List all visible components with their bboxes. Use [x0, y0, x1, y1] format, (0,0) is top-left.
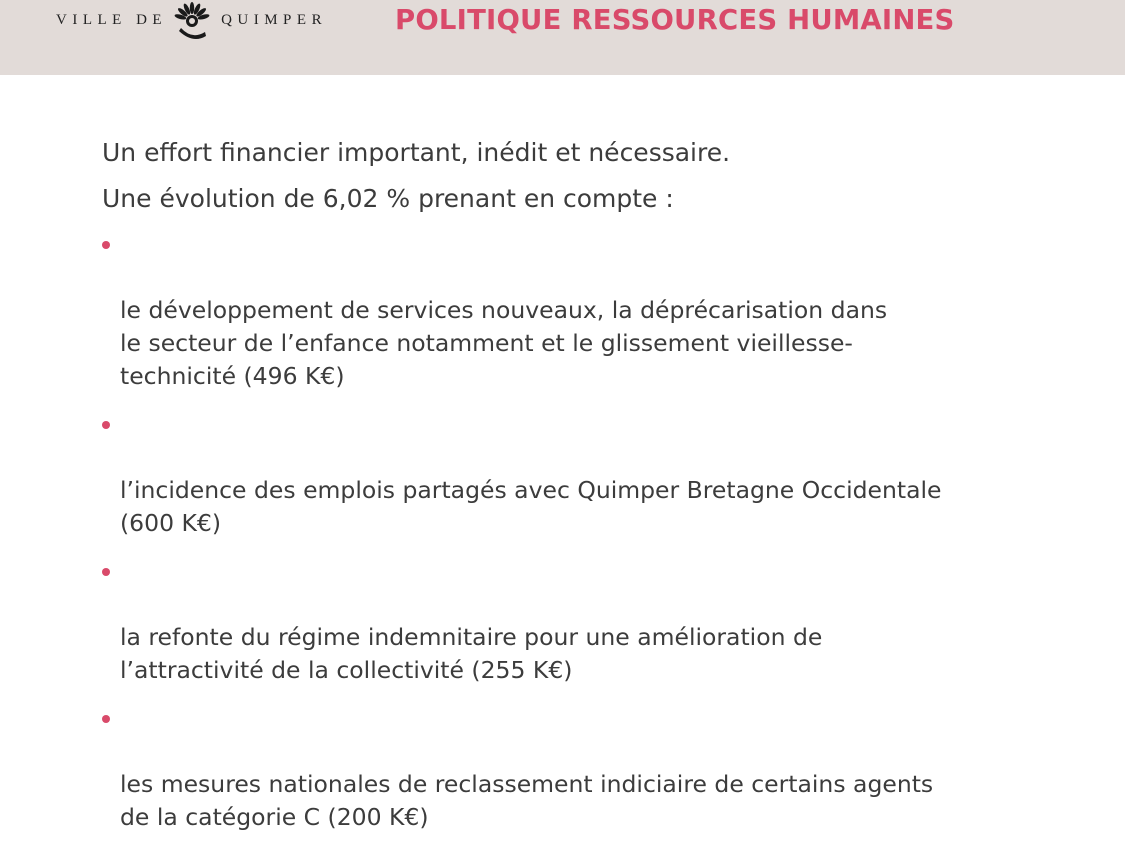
list-item [102, 408, 1062, 540]
list-item-text: l’incidence des emplois partagés avec Quimper Bretagne Occidentale (600 K€) [120, 476, 942, 537]
header-bar [0, 0, 1125, 75]
bullet-dot-icon [102, 715, 110, 723]
bullet-list [102, 228, 1062, 834]
main-content [102, 136, 1062, 849]
bullet-dot-icon [102, 421, 110, 429]
quimper-emblem-icon [169, 0, 215, 40]
list-item [102, 555, 1062, 687]
list-item [102, 228, 1062, 393]
logo-text-right: QUIMPER [221, 11, 328, 28]
list-item-text: le développement de services nouveaux, la déprécarisation dans le secteur de l’enfance notamment et le glissement vieillesse- technicité (496 K€) [120, 296, 888, 390]
page-title: POLITIQUE RESSOURCES HUMAINES [395, 4, 955, 36]
bullet-dot-icon [102, 568, 110, 576]
lead-line-1: Un effort financier important, inédit et nécessaire. [102, 138, 731, 167]
bullet-dot-icon [102, 241, 110, 249]
list-item-text: les mesures nationales de reclassement indiciaire de certains agents de la catégorie C (200 K€) [120, 770, 934, 831]
lead-line-2: Une évolution de 6,02 % prenant en compte : [102, 184, 674, 213]
logo-text-left: VILLE DE [56, 11, 168, 28]
city-logo [56, 0, 327, 40]
list-item-text: la refonte du régime indemnitaire pour une amélioration de l’attractivité de la collectivité (255 K€) [120, 623, 823, 684]
list-item [102, 702, 1062, 834]
